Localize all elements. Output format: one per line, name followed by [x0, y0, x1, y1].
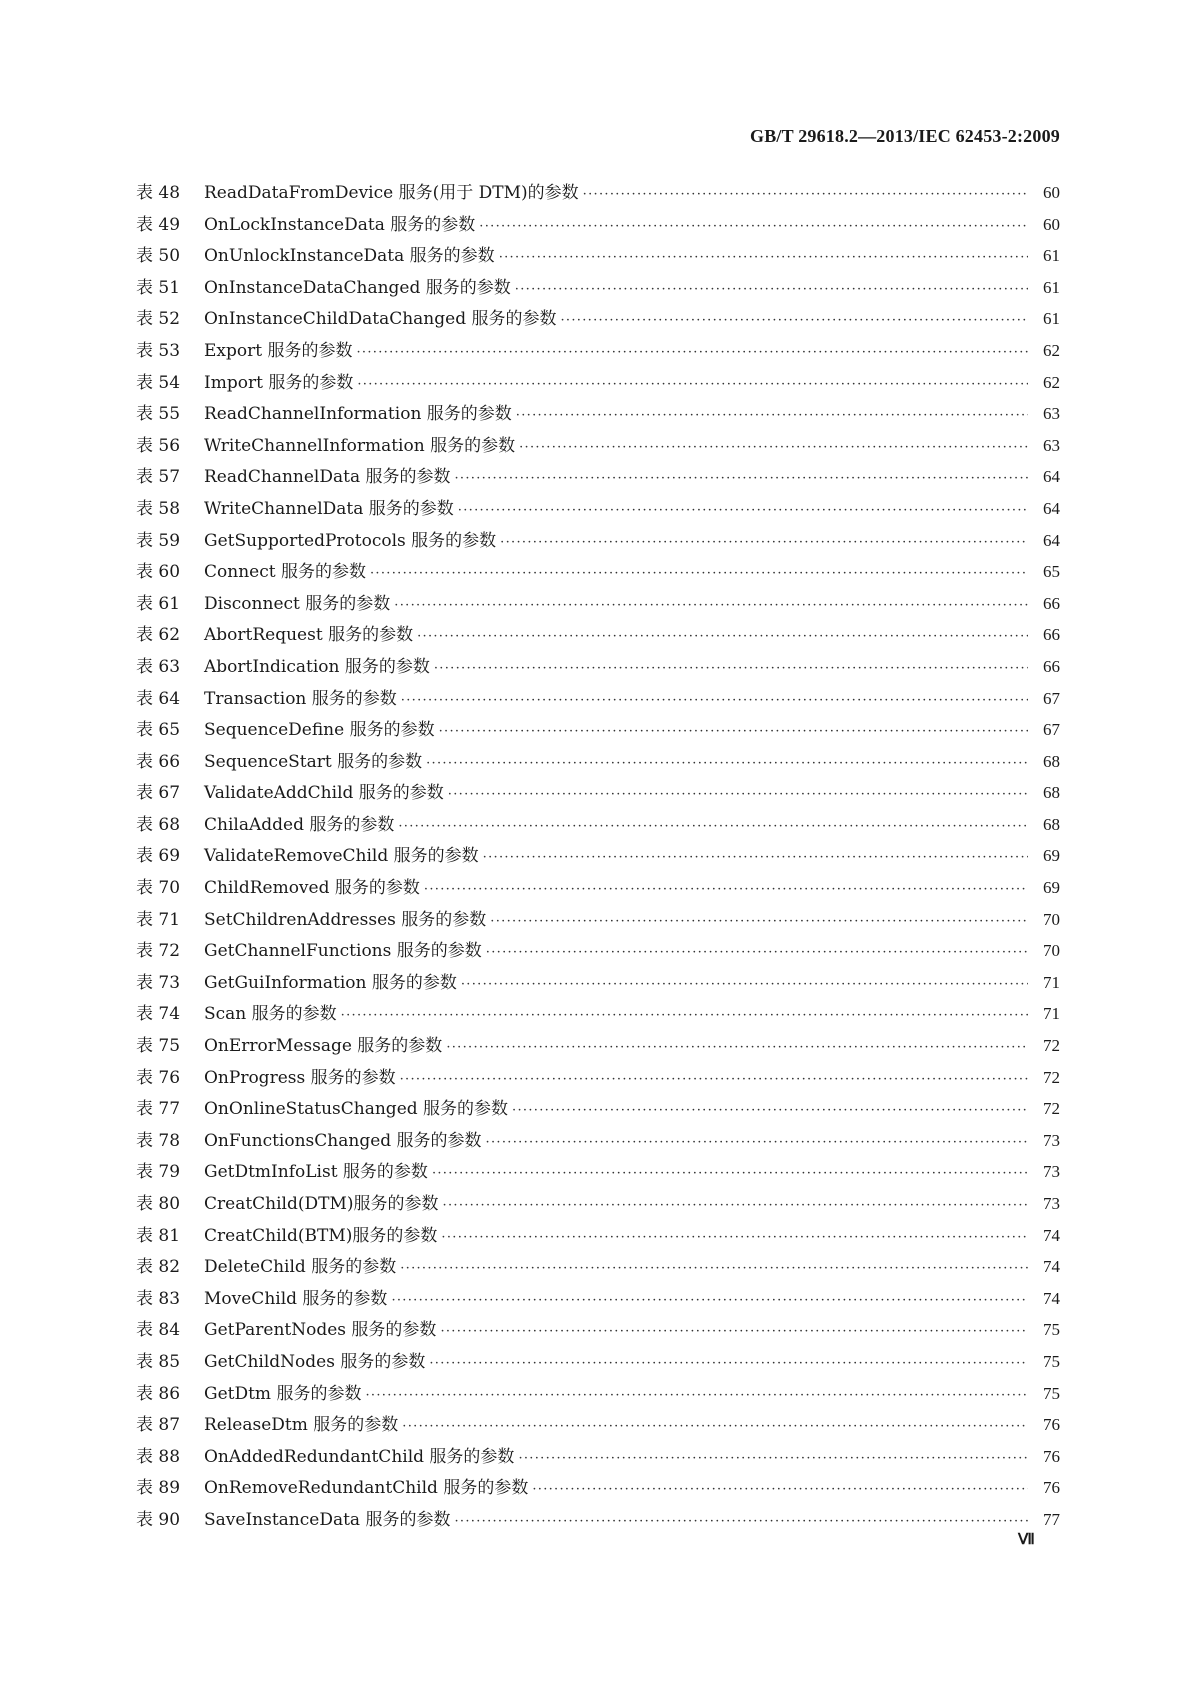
toc-entry-title: CreatChild(DTM)服务的参数: [204, 1194, 439, 1214]
toc-entry-page: 73: [1043, 1130, 1060, 1150]
toc-leader-dots: [583, 179, 1028, 211]
toc-entry-label: 表 80: [136, 1194, 181, 1214]
toc-entry-label: 表 78: [136, 1130, 181, 1151]
toc-entry[interactable]: [136, 777, 1060, 809]
toc-entry-title: OnFunctionsChanged 服务的参数: [204, 1130, 482, 1151]
toc-entry[interactable]: [136, 461, 1060, 493]
toc-entry-label: 表 65: [136, 720, 181, 741]
toc-entry-title: GetChildNodes 服务的参数: [204, 1351, 426, 1372]
toc-leader-dots: [398, 811, 1028, 843]
toc-entry-title: ValidateRemoveChild 服务的参数: [204, 846, 479, 867]
toc-entry-title: Disconnect 服务的参数: [204, 593, 391, 614]
toc-entry-page: 63: [1043, 435, 1060, 455]
toc-leader-dots: [483, 842, 1028, 874]
toc-entry-page: 66: [1043, 656, 1060, 676]
toc-entry-label: 表 57: [136, 467, 181, 488]
toc-leader-dots: [439, 716, 1028, 748]
toc-entry[interactable]: [136, 904, 1060, 936]
toc-entry-label: 表 54: [136, 372, 181, 393]
toc-leader-dots: [519, 432, 1028, 464]
page-header: GB/T 29618.2—2013/IEC 62453-2:2009: [750, 126, 1060, 146]
toc-entry-page: 72: [1043, 1036, 1060, 1056]
toc-leader-dots: [401, 685, 1028, 717]
toc-entry-label: 表 55: [136, 404, 181, 425]
toc-entry-title: GetDtm 服务的参数: [204, 1383, 362, 1404]
toc-leader-dots: [429, 1348, 1028, 1380]
toc-entry[interactable]: [136, 1283, 1060, 1315]
toc-leader-dots: [458, 495, 1028, 527]
toc-entry-title: Connect 服务的参数: [204, 562, 366, 583]
toc-leader-dots: [370, 558, 1028, 590]
toc-leader-dots: [448, 779, 1028, 811]
toc-entry[interactable]: [136, 935, 1060, 967]
toc-entry-title: ReadChannelInformation 服务的参数: [204, 404, 512, 425]
toc-entry-page: 75: [1043, 1383, 1060, 1403]
toc-entry-title: DeleteChild 服务的参数: [204, 1257, 397, 1278]
toc-entry-page: 70: [1043, 909, 1060, 929]
toc-leader-dots: [515, 274, 1028, 306]
toc-entry-title: SetChildrenAddresses 服务的参数: [204, 909, 487, 930]
toc-entry[interactable]: [136, 1346, 1060, 1378]
toc-entry-label: 表 74: [136, 1004, 181, 1025]
toc-entry-label: 表 76: [136, 1067, 181, 1088]
toc-entry-page: 76: [1043, 1478, 1060, 1498]
toc-entry[interactable]: [136, 177, 1060, 209]
toc-entry-title: OnUnlockInstanceData 服务的参数: [204, 246, 495, 267]
toc-entry-page: 74: [1043, 1288, 1060, 1308]
toc-entry-page: 67: [1043, 720, 1060, 740]
toc-entry-title: Transaction 服务的参数: [204, 688, 397, 709]
toc-entry-page: 63: [1043, 404, 1060, 424]
toc-leader-dots: [454, 1506, 1028, 1538]
toc-entry-label: 表 71: [136, 909, 181, 930]
toc-entry-label: 表 70: [136, 878, 181, 899]
toc-leader-dots: [446, 1032, 1028, 1064]
toc-entry-page: 75: [1043, 1351, 1060, 1371]
toc-entry[interactable]: [136, 367, 1060, 399]
toc-entry-title: AbortRequest 服务的参数: [204, 625, 414, 646]
toc-entry-title: OnInstanceDataChanged 服务的参数: [204, 277, 511, 298]
toc-entry-page: 64: [1043, 498, 1060, 518]
toc-entry-label: 表 67: [136, 783, 181, 804]
toc-entry[interactable]: [136, 746, 1060, 778]
toc-entry-label: 表 53: [136, 340, 181, 361]
toc-entry-title: GetChannelFunctions 服务的参数: [204, 941, 482, 962]
toc-leader-dots: [486, 1127, 1028, 1159]
toc-entry-page: 70: [1043, 941, 1060, 961]
toc-entry[interactable]: [136, 240, 1060, 272]
toc-entry-page: 60: [1043, 183, 1060, 202]
toc-leader-dots: [518, 1443, 1028, 1475]
toc-entry-label: 表 77: [136, 1099, 181, 1120]
toc-entry-title: OnLockInstanceData 服务的参数: [204, 214, 476, 235]
toc-entry-title: ChilaAdded 服务的参数: [204, 814, 395, 835]
toc-entry[interactable]: [136, 1314, 1060, 1346]
toc-entry[interactable]: [136, 998, 1060, 1030]
toc-entry-title: SaveInstanceData 服务的参数: [204, 1509, 451, 1530]
toc-entry-page: 61: [1043, 246, 1060, 266]
toc-entry[interactable]: [136, 683, 1060, 715]
toc-entry-title: GetParentNodes 服务的参数: [204, 1320, 437, 1341]
toc-entry[interactable]: [136, 556, 1060, 588]
toc-entry-page: 76: [1043, 1415, 1060, 1435]
toc-entry-page: 73: [1043, 1194, 1060, 1213]
toc-entry[interactable]: [136, 493, 1060, 525]
toc-entry-page: 62: [1043, 340, 1060, 360]
toc-entry-page: 74: [1043, 1225, 1060, 1245]
toc-leader-dots: [426, 748, 1028, 780]
toc-entry-page: 66: [1043, 625, 1060, 645]
toc-entry[interactable]: [136, 303, 1060, 335]
toc-leader-dots: [490, 906, 1028, 938]
toc-entry-title: OnProgress 服务的参数: [204, 1067, 396, 1088]
toc-entry-page: 66: [1043, 593, 1060, 613]
toc-entry-title: OnErrorMessage 服务的参数: [204, 1036, 443, 1057]
toc-entry-label: 表 50: [136, 246, 181, 267]
toc-entry-page: 77: [1043, 1509, 1060, 1529]
toc-leader-dots: [424, 874, 1028, 906]
toc-entry[interactable]: [136, 1504, 1060, 1536]
toc-entry-page: 68: [1043, 783, 1060, 803]
toc-entry-title: AbortIndication 服务的参数: [204, 656, 430, 677]
toc-entry-page: 71: [1043, 972, 1060, 992]
toc-entry-label: 表 63: [136, 656, 181, 677]
toc-entry[interactable]: [136, 1441, 1060, 1473]
toc-entry-page: 76: [1043, 1446, 1060, 1466]
toc-entry-label: 表 68: [136, 814, 181, 835]
toc-entry-title: Import 服务的参数: [204, 372, 354, 393]
toc-leader-dots: [391, 1285, 1028, 1317]
toc-leader-dots: [461, 969, 1028, 1001]
toc-entry-label: 表 73: [136, 972, 181, 993]
toc-entry-label: 表 86: [136, 1383, 181, 1404]
toc-entry-page: 67: [1043, 688, 1060, 708]
toc-entry[interactable]: [136, 1156, 1060, 1188]
toc-entry[interactable]: [136, 1030, 1060, 1062]
toc-entry-title: OnOnlineStatusChanged 服务的参数: [204, 1099, 509, 1120]
toc-entry-title: SequenceDefine 服务的参数: [204, 720, 435, 741]
toc-entry-label: 表 60: [136, 562, 181, 583]
toc-entry[interactable]: [136, 1378, 1060, 1410]
toc-entry-label: 表 58: [136, 498, 181, 519]
toc-entry[interactable]: [136, 209, 1060, 241]
toc-entry-title: WriteChannelInformation 服务的参数: [204, 435, 516, 456]
toc-entry-title: OnRemoveRedundantChild 服务的参数: [204, 1478, 529, 1499]
toc-entry-page: 65: [1043, 562, 1060, 582]
toc-entry-label: 表 69: [136, 846, 181, 867]
toc-entry-label: 表 52: [136, 309, 181, 330]
toc-entry[interactable]: [136, 525, 1060, 557]
toc-entry-page: 61: [1043, 277, 1060, 297]
toc-entry-page: 62: [1043, 372, 1060, 392]
toc-leader-dots: [357, 369, 1028, 401]
toc-entry[interactable]: [136, 1409, 1060, 1441]
toc-leader-dots: [512, 1095, 1028, 1127]
toc-entry-label: 表 90: [136, 1509, 181, 1530]
toc-entry-page: 75: [1043, 1320, 1060, 1340]
toc-leader-dots: [341, 1000, 1028, 1032]
toc-leader-dots: [516, 400, 1028, 432]
toc-entry-page: 64: [1043, 467, 1060, 487]
toc-entry-label: 表 88: [136, 1446, 181, 1467]
toc-entry-title: ReadChannelData 服务的参数: [204, 467, 451, 488]
toc-entry-title: Scan 服务的参数: [204, 1004, 337, 1025]
toc-entry-label: 表 51: [136, 277, 181, 298]
toc-entry[interactable]: [136, 1220, 1060, 1252]
toc-entry-label: 表 81: [136, 1225, 181, 1246]
toc-entry-page: 68: [1043, 814, 1060, 834]
toc-entry-page: 73: [1043, 1162, 1060, 1182]
toc-entry-title: MoveChild 服务的参数: [204, 1288, 388, 1309]
toc-entry-label: 表 84: [136, 1320, 181, 1341]
toc-entry-page: 74: [1043, 1257, 1060, 1277]
toc-entry-title: OnInstanceChildDataChanged 服务的参数: [204, 309, 557, 330]
toc-leader-dots: [417, 621, 1028, 653]
toc-entry[interactable]: [136, 619, 1060, 651]
toc-leader-dots: [499, 242, 1028, 274]
toc-entry-title: GetDtmInfoList 服务的参数: [204, 1162, 428, 1183]
toc-entry-page: 72: [1043, 1067, 1060, 1087]
toc-leader-dots: [365, 1380, 1028, 1412]
toc-entry-label: 表 64: [136, 688, 181, 709]
toc-entry-title: ReadDataFromDevice 服务(用于 DTM)的参数: [204, 183, 579, 203]
toc-entry-label: 表 62: [136, 625, 181, 646]
toc-entry-title: WriteChannelData 服务的参数: [204, 498, 454, 519]
toc-entry-title: ReleaseDtm 服务的参数: [204, 1415, 399, 1436]
toc-entry[interactable]: [136, 335, 1060, 367]
toc-entry-title: OnAddedRedundantChild 服务的参数: [204, 1446, 515, 1467]
toc-entry-title: CreatChild(BTM)服务的参数: [204, 1225, 438, 1246]
toc-entry[interactable]: [136, 872, 1060, 904]
toc-entry-label: 表 79: [136, 1162, 181, 1183]
toc-entry[interactable]: [136, 272, 1060, 304]
toc-entry-label: 表 56: [136, 435, 181, 456]
toc-leader-dots: [394, 590, 1028, 622]
toc-entry-page: 60: [1043, 214, 1060, 234]
toc-leader-dots: [455, 463, 1029, 495]
toc-entry-page: 68: [1043, 751, 1060, 771]
toc-leader-dots: [400, 1064, 1028, 1096]
toc-leader-dots: [356, 337, 1028, 369]
toc-entry-label: 表 61: [136, 593, 181, 614]
toc-entry[interactable]: [136, 1125, 1060, 1157]
toc-entry[interactable]: [136, 1251, 1060, 1283]
toc-entry-page: 71: [1043, 1004, 1060, 1024]
toc-leader-dots: [560, 305, 1028, 337]
table-of-contents: [136, 177, 1060, 1536]
toc-leader-dots: [432, 1158, 1028, 1190]
toc-leader-dots: [440, 1316, 1028, 1348]
toc-leader-dots: [479, 211, 1028, 243]
toc-leader-dots: [441, 1222, 1028, 1254]
toc-leader-dots: [400, 1253, 1028, 1285]
toc-entry-label: 表 66: [136, 751, 181, 772]
toc-entry-title: ValidateAddChild 服务的参数: [204, 783, 444, 804]
toc-entry[interactable]: [136, 651, 1060, 683]
toc-entry-page: 64: [1043, 530, 1060, 550]
toc-entry-label: 表 89: [136, 1478, 181, 1499]
toc-entry[interactable]: [136, 967, 1060, 999]
toc-entry-page: 69: [1043, 846, 1060, 866]
toc-entry-label: 表 85: [136, 1351, 181, 1372]
toc-entry-label: 表 59: [136, 530, 181, 551]
toc-entry-page: 72: [1043, 1099, 1060, 1119]
toc-entry[interactable]: [136, 398, 1060, 430]
toc-entry[interactable]: [136, 714, 1060, 746]
page-number: Ⅶ: [1018, 1532, 1035, 1548]
toc-entry-title: GetSupportedProtocols 服务的参数: [204, 530, 497, 551]
toc-leader-dots: [434, 653, 1028, 685]
toc-leader-dots: [532, 1474, 1028, 1506]
toc-entry-label: 表 87: [136, 1415, 181, 1436]
toc-entry[interactable]: [136, 430, 1060, 462]
toc-entry[interactable]: [136, 588, 1060, 620]
toc-entry-title: ChildRemoved 服务的参数: [204, 878, 420, 899]
toc-entry[interactable]: [136, 1188, 1060, 1220]
toc-leader-dots: [486, 937, 1028, 969]
toc-entry-title: SequenceStart 服务的参数: [204, 751, 423, 772]
toc-entry[interactable]: [136, 1093, 1060, 1125]
toc-entry-title: Export 服务的参数: [204, 340, 353, 361]
toc-leader-dots: [500, 527, 1028, 559]
toc-entry[interactable]: [136, 1062, 1060, 1094]
toc-entry-label: 表 72: [136, 941, 181, 962]
toc-leader-dots: [402, 1411, 1028, 1443]
toc-entry-label: 表 82: [136, 1257, 181, 1278]
toc-entry[interactable]: [136, 840, 1060, 872]
toc-entry-page: 61: [1043, 309, 1060, 329]
toc-entry-label: 表 75: [136, 1036, 181, 1057]
toc-entry-label: 表 49: [136, 214, 181, 235]
toc-entry-page: 69: [1043, 878, 1060, 898]
toc-leader-dots: [443, 1190, 1028, 1222]
toc-entry-label: 表 83: [136, 1288, 181, 1309]
toc-entry-label: 表 48: [136, 183, 181, 203]
toc-entry[interactable]: [136, 809, 1060, 841]
toc-entry-title: GetGuiInformation 服务的参数: [204, 972, 457, 993]
toc-entry[interactable]: [136, 1472, 1060, 1504]
